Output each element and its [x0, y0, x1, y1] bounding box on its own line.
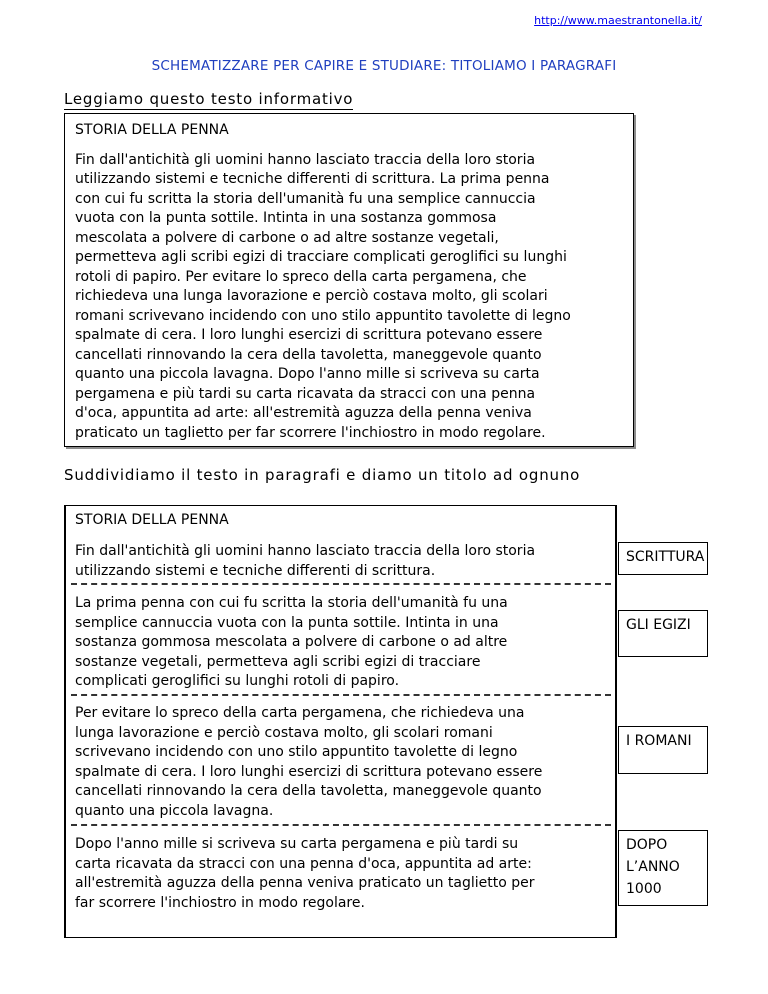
box2-title: STORIA DELLA PENNA [75, 512, 229, 528]
paragraph-line: lunga lavorazione e perciò costava molto, gli scolari romani [75, 724, 493, 741]
box1-line: con cui fu scritta la storia dell'umanità fu una semplice cannuccia [75, 190, 536, 207]
label-gli-egizi: GLI EGIZI [618, 610, 708, 657]
label-dopo-anno-1000 [618, 830, 708, 906]
paragraph-line: La prima penna con cui fu scritta la storia dell'umanità fu una [75, 595, 508, 611]
paragraphs-box [64, 505, 616, 938]
section1-heading: Leggiamo questo testo informativo [64, 90, 354, 108]
box1-title: STORIA DELLA PENNA [75, 122, 229, 138]
label-scrittura: SCRITTURA [618, 542, 708, 575]
box1-line: d'oca, appuntita ad arte: all'estremità aguzza della penna veniva [75, 405, 532, 421]
paragraph-line: Per evitare lo spreco della carta pergamena, che richiedeva una [75, 705, 525, 721]
box1-line: richiedeva una lunga lavorazione e perciò costava molto, gli scolari [75, 288, 548, 304]
label-line: 1000 [626, 881, 662, 897]
paragraph-line: sostanza gommosa mescolata a polvere di carbone o ad altre [75, 634, 508, 650]
box1-line: praticato un taglietto per far scorrere l'inchiostro in modo regolare. [75, 424, 546, 441]
paragraph-line: spalmate di cera. I loro lunghi esercizi di scrittura potevano essere [75, 763, 543, 780]
paragraph-line: cancellati rinnovando la cera della tavoletta, maneggevole quanto [75, 783, 542, 799]
box1-line: utilizzando sistemi e tecniche differenti di scrittura. La prima penna [75, 171, 550, 187]
original-text-box [64, 113, 634, 447]
paragraph-line: semplice cannuccia vuota con la punta sottile. Intinta in una [75, 614, 499, 631]
paragraph-line: Dopo l'anno mille si scriveva su carta pergamena e più tardi su [75, 836, 519, 852]
paragraph-divider [71, 694, 611, 696]
box1-line: vuota con la punta sottile. Intinta in una sostanza gommosa [75, 210, 497, 226]
box1-line: romani scrivevano incidendo con uno stilo appuntito tavolette di legno [75, 307, 571, 324]
page-title: SCHEMATIZZARE PER CAPIRE E STUDIARE: TITOLIAMO I PARAGRAFI [151, 58, 617, 74]
paragraph-line: complicati geroglifici su lunghi rotoli di papiro. [75, 673, 400, 689]
site-url-link[interactable]: http://www.maestrantonella.it/ [534, 14, 702, 27]
label-line: DOPO [626, 837, 668, 853]
box1-line: Fin dall'antichità gli uomini hanno lasciato traccia della loro storia [75, 151, 536, 168]
paragraph-3 [75, 704, 605, 821]
paragraph-line: all'estremità aguzza della penna veniva praticato un taglietto per [75, 875, 535, 891]
paragraph-line: quanto una piccola lavagna. [75, 802, 274, 819]
box1-line: mescolata a polvere di carbone o ad altre sostanze vegetali, [75, 229, 499, 246]
paragraph-divider [71, 583, 611, 585]
paragraph-2 [75, 594, 605, 692]
section2-heading: Suddividiamo il testo in paragrafi e diamo un titolo ad ognuno [64, 466, 581, 484]
paragraph-divider [71, 824, 611, 826]
paragraph-line: Fin dall'antichità gli uomini hanno lasciato traccia della loro storia [75, 543, 536, 559]
box1-line: quanto una piccola lavagna. Dopo l'anno mille si scriveva su carta [75, 366, 540, 382]
box1-line: cancellati rinnovando la cera della tavoletta, maneggevole quanto [75, 346, 542, 363]
paragraph-line: scrivevano incidendo con uno stilo appuntito tavolette di legno [75, 744, 518, 760]
paragraph-line: far scorrere l'inchiostro in modo regolare. [75, 894, 365, 911]
label-line: L’ANNO [626, 859, 680, 875]
box1-line: spalmate di cera. I loro lunghi esercizi di scrittura potevano essere [75, 327, 543, 343]
box1-line: rotoli di papiro. Per evitare lo spreco della carta pergamena, che [75, 268, 527, 285]
paragraph-line: utilizzando sistemi e tecniche differenti di scrittura. [75, 562, 436, 579]
paragraph-1 [75, 542, 605, 581]
paragraph-4 [75, 835, 605, 913]
box1-line: permetteva agli scribi egizi di tracciare complicati geroglifici su lunghi [75, 249, 567, 265]
label-column-line [616, 505, 617, 938]
paragraph-line: sostanze vegetali, permetteva agli scribi egizi di tracciare [75, 653, 481, 670]
box1-line: pergamena e più tardi su carta ricavata da stracci con una penna [75, 385, 536, 402]
paragraph-line: carta ricavata da stracci con una penna d'oca, appuntita ad arte: [75, 855, 532, 872]
label-i-romani: I ROMANI [618, 726, 708, 774]
